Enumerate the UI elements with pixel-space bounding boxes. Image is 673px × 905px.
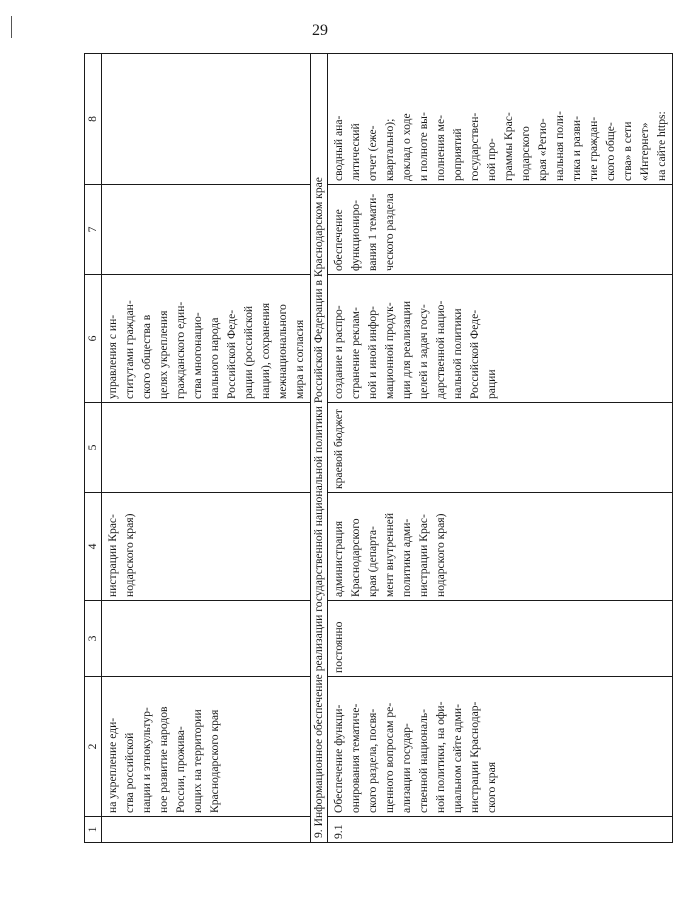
funding-source-cell: краевой бюджет — [328, 403, 673, 493]
cont-cell-8 — [102, 54, 311, 185]
row-9-1 — [328, 54, 673, 843]
section-row — [311, 54, 328, 843]
column-header-7: 7 — [85, 185, 102, 275]
column-header-5: 5 — [85, 403, 102, 493]
column-header-6: 6 — [85, 275, 102, 403]
cont-cell-7 — [102, 185, 311, 275]
deadline-cell: постоянно — [328, 601, 673, 677]
executor-cell: администрация Краснодарского края (департа- мент внутренней политики адми- нистрации Крас- нодарского края) — [328, 493, 673, 601]
section-title: 9. Информационное обеспечение реализации государственной национальной политики Российской Федерации в Краснодарском крае — [311, 54, 328, 843]
column-header-8: 8 — [85, 54, 102, 185]
reporting-cell: сводный ана- литический отчет (еже- квартально); доклад о ходе и полноте вы- полнения ме- роприятий государствен- ной про- граммы Крас- нодарского края «Регио- нальная поли- тика и разви- тие граждан- ского обще- ства» в сети «Интернет» на сайте https: — [328, 54, 673, 185]
cont-cell-3 — [102, 601, 311, 677]
expected-result-cell: создание и распро- странение реклам- ной и иной инфор- мационной продук- ции для реализации целей и задач госу- дарственной нацио- нальной политики Российской Феде- рации — [328, 275, 673, 403]
column-header-2: 2 — [85, 677, 102, 817]
cont-cell-2: на укрепление еди- ства российской нации и этнокультур- ное развитие народов России, прожива- ющих на территории Краснодарского края — [102, 677, 311, 817]
measures-table — [84, 53, 673, 843]
cont-cell-1 — [102, 817, 311, 843]
column-header-1: 1 — [85, 817, 102, 843]
measure-name-cell: Обеспечение функци- онирования тематиче- ского раздела, посвя- щенного вопросам ре- ализации государ- ственной националь- ной политики, на офи- циальном сайте адми- нистрации Краснодар- ского края — [328, 677, 673, 817]
continuation-row — [102, 54, 311, 843]
cont-cell-6: управления с ин- ститутами граждан- ского общества в целях укрепления гражданского един- ства многонацио- нального народа Российской Феде- рации (российской нации), сохранения межнационального мира и согласия — [102, 275, 311, 403]
cont-cell-4: нистрации Крас- нодарского края) — [102, 493, 311, 601]
cont-cell-5 — [102, 403, 311, 493]
page-number: 29 — [312, 22, 328, 39]
row-number: 9.1 — [328, 817, 673, 843]
indicator-cell: обеспечение функциониро- вания 1 темати- ческого раздела — [328, 185, 673, 275]
column-header-3: 3 — [85, 601, 102, 677]
header-row — [85, 54, 102, 843]
rotated-table — [84, 54, 668, 843]
column-header-4: 4 — [85, 493, 102, 601]
